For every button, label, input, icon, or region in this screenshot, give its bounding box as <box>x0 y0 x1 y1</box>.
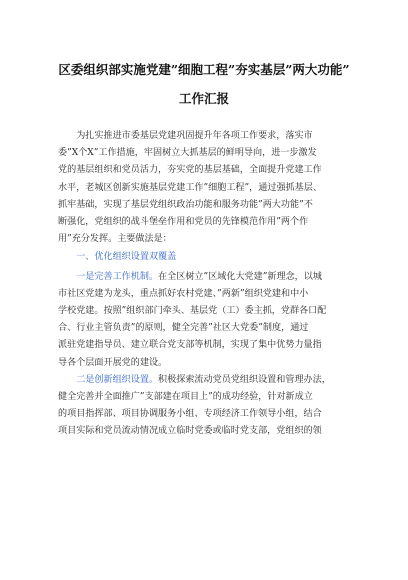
text-line <box>58 269 380 286</box>
text-line: 学校党建。按照”组织部门牵头、基层党（工）委主抓，党群各口配 <box>58 306 327 317</box>
intro-paragraph <box>58 128 380 248</box>
lead-phrase: 一是完善工作机制。 <box>76 271 159 282</box>
text-line: 水平，老城区创新实施基层党建工作”细胞工程”，通过强抓基层、 <box>58 182 322 193</box>
text-line: 党的基层组织和党员活力，夯实党的基层基础，全面提升党建工作 <box>58 165 322 176</box>
section-heading-text: 一、优化组织设置双覆盖 <box>76 252 177 263</box>
text-line: 派驻党建指导员、建立联合党支部等机制，实现了集中优势力量指 <box>58 340 322 351</box>
text-line: 的项目指挥部、项目协调服务小组、专项经济工作领导小组，结合 <box>58 409 322 420</box>
text-line: 健全完善并全面推广”支部建在项目上”的成功经验，针对新成立 <box>58 392 313 403</box>
text-line: 市社区党建为龙头，重点抓好农村党建、”两新”组织党建和中小 <box>58 288 309 299</box>
text-line: 导各个层面开展党的建设。 <box>58 357 168 368</box>
document-title: 区委组织部实施党建”细胞工程”夯实基层”两大功能” <box>58 62 350 77</box>
text-fragment: 在全区树立”区域化大党建”新理念，以城 <box>158 271 322 282</box>
lead-phrase: 二是创新组织设置。 <box>76 374 159 385</box>
text-line: 项目实际和党员流动情况成立临时党委或临时党支部，党组织的领 <box>58 426 322 437</box>
section-heading <box>58 249 380 266</box>
text-line: 委”X个X”工作措施，牢固树立大抓基层的鲜明导向，进一步激发 <box>58 148 317 159</box>
text-line: 断强化，党组织的战斗堡垒作用和党员的先锋模范作用”两个作 <box>58 217 309 228</box>
text-line: 为扎实推进市委基层党建巩固提升年各项工作要求，落实市 <box>76 131 313 141</box>
paragraph-organization <box>58 372 380 441</box>
text-line: 抓牢基础，实现了基层党组织政治功能和服务功能”两大功能”不 <box>58 199 313 210</box>
paragraph-mechanism <box>58 269 380 372</box>
text-line <box>58 372 380 389</box>
document-subtitle: 工作汇报 <box>178 91 229 106</box>
text-line: 用”充分发挥。主要做法是： <box>58 234 172 245</box>
document-body <box>58 128 380 441</box>
text-line: 合、行业主管负责”的原则，健全完善”社区大党委”制度，通过 <box>58 323 309 334</box>
text-fragment: 积极探索流动党员党组织设置和管理办法， <box>158 374 331 385</box>
